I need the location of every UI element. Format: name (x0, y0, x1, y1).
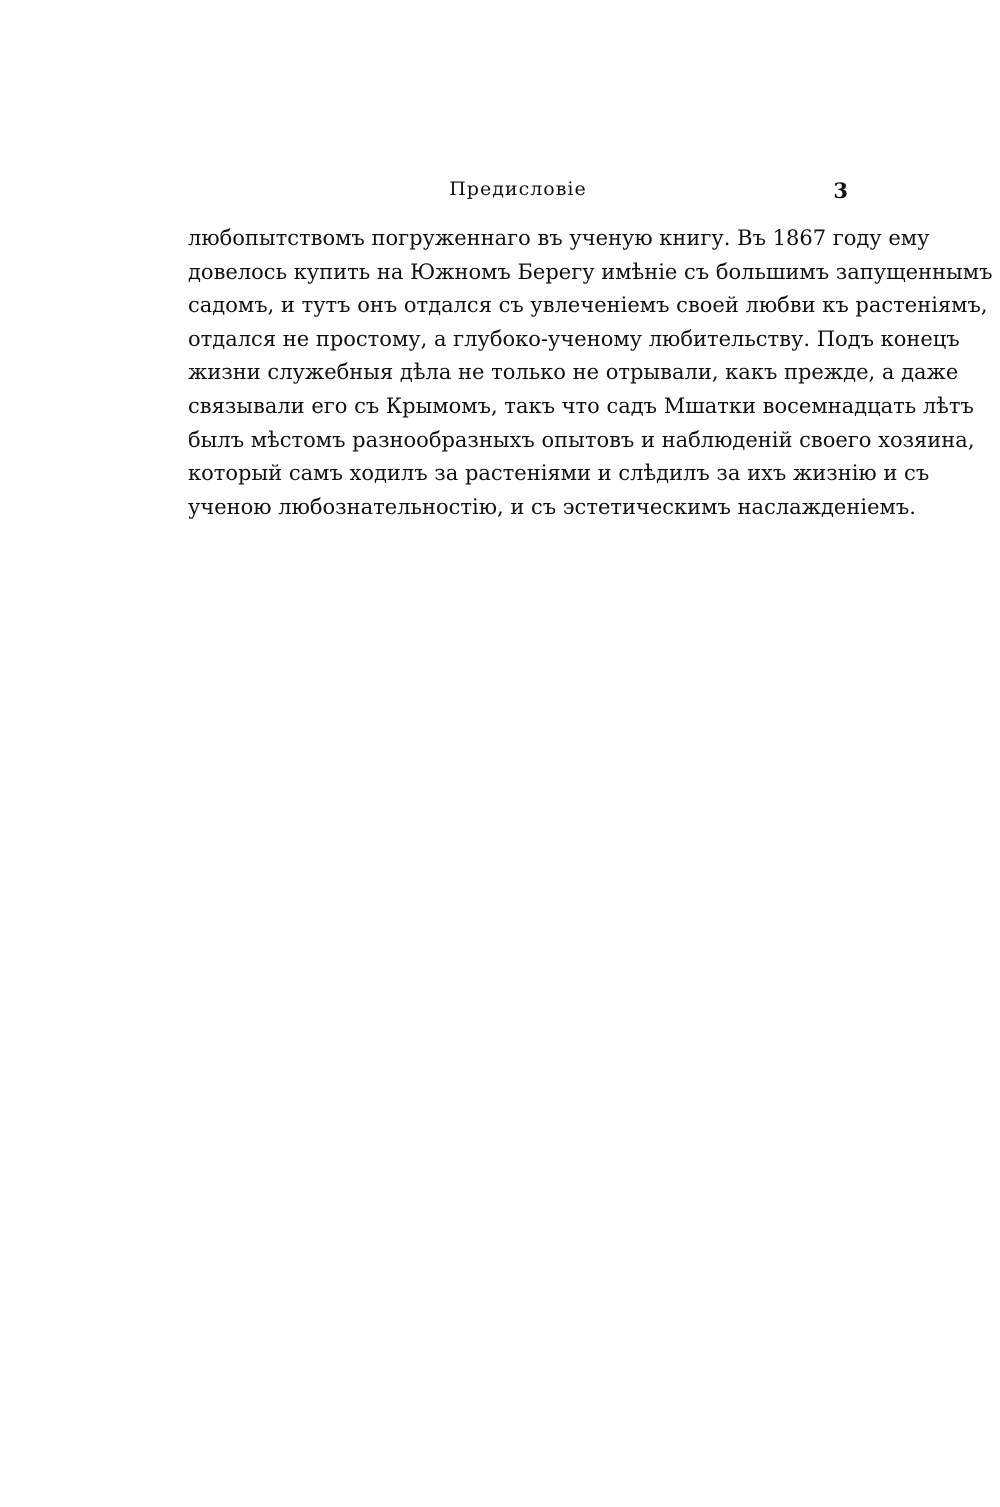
page-header (188, 178, 848, 208)
text-line: былъ мѣстомъ разнообразныхъ опытовъ и наблюденій своего хозяина, (188, 427, 975, 452)
text-line: отдался не простому, а глубоко-ученому любительству. Подъ конецъ (188, 326, 960, 351)
body-text (188, 222, 993, 524)
text-line: жизни служебныя дѣла не только не отрывали, какъ прежде, а даже (188, 360, 959, 385)
text-line: который самъ ходилъ за растеніями и слѣдилъ за ихъ жизнію и съ (188, 461, 930, 486)
page-number: 3 (833, 178, 848, 203)
text-line: садомъ, и тутъ онъ отдался съ увлеченіемъ своей любви къ растеніямъ, (188, 293, 988, 318)
text-line: любопытствомъ погруженнаго въ ученую книгу. Въ 1867 году ему (188, 226, 930, 250)
text-line: довелось купить на Южномъ Берегу имѣніе съ большимъ запущеннымъ (188, 259, 993, 284)
text-line: ученою любознательностію, и съ эстетическимъ наслажденіемъ. (188, 494, 916, 519)
running-head: Предисловіе (449, 178, 587, 200)
text-line: связывали его съ Крымомъ, такъ что садъ Мшатки восемнадцать лѣтъ (188, 393, 974, 418)
